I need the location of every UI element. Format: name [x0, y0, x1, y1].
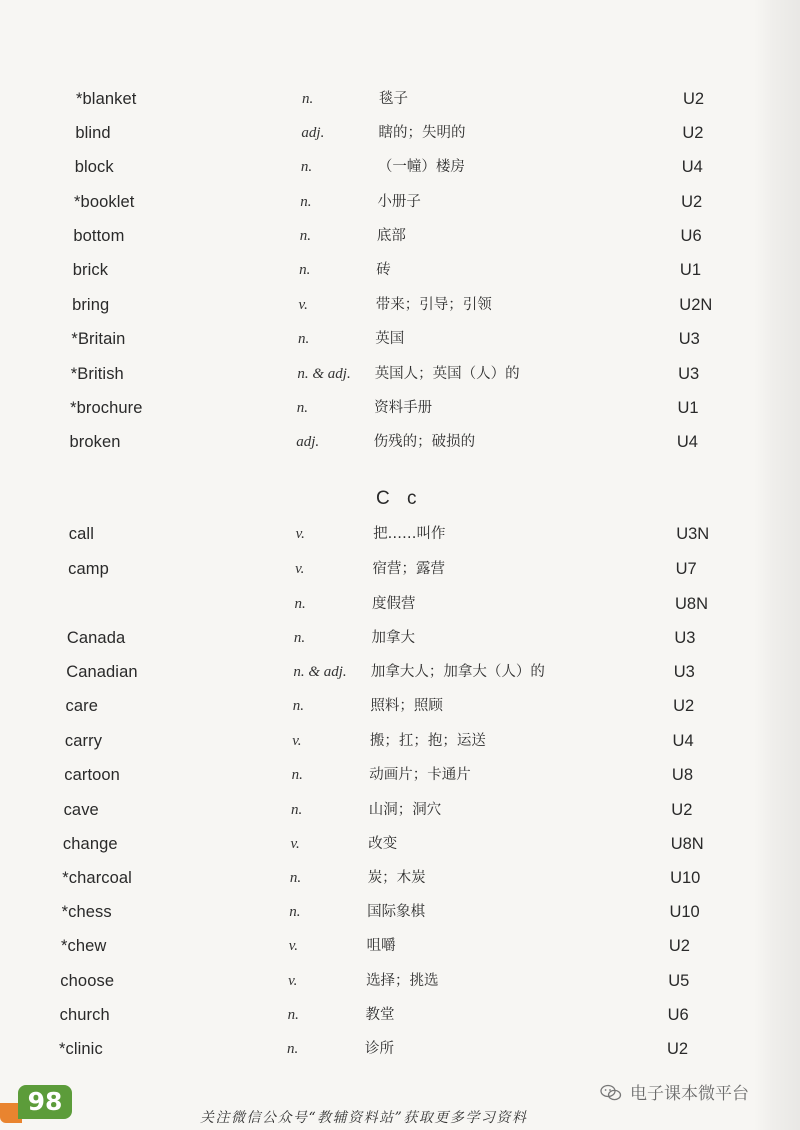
footer-note: 关注微信公众号“教辅资料站”获取更多学习资料: [200, 1110, 528, 1126]
entry-word: bring: [72, 296, 110, 314]
entry-unit: U8: [671, 766, 694, 784]
entry-word: Canada: [66, 629, 126, 647]
entry-meaning: 照料；照顾: [370, 698, 443, 714]
entry-meaning: 诊所: [365, 1041, 394, 1057]
entry-part-of-speech: n.: [299, 262, 311, 278]
entry-meaning: 改变: [368, 836, 398, 852]
entry-part-of-speech: n.: [296, 400, 309, 416]
vocab-entry: [0, 726, 760, 756]
entry-word: carry: [64, 732, 103, 750]
entry-word: *charcoal: [62, 869, 132, 887]
vocab-entry: [0, 393, 760, 423]
entry-part-of-speech: n.: [287, 1007, 299, 1023]
entry-word: call: [68, 525, 94, 543]
entry-word: *Britain: [71, 330, 126, 348]
entry-unit: U2: [667, 1040, 689, 1058]
entry-unit: U3N: [676, 525, 710, 543]
entry-meaning: 搬；扛；抱；运送: [369, 733, 486, 749]
vocab-entry: [0, 863, 760, 893]
entry-meaning: 动画片；卡通片: [369, 767, 471, 783]
entry-meaning: 选择；挑选: [366, 973, 439, 989]
entry-unit: U10: [669, 903, 700, 921]
entry-part-of-speech: v.: [288, 973, 298, 989]
entry-part-of-speech: n.: [292, 698, 305, 714]
entry-meaning: 度假营: [372, 596, 416, 612]
section-heading-c: C c: [376, 488, 423, 509]
entry-word: cartoon: [64, 766, 120, 784]
entry-meaning: 山洞；洞穴: [368, 802, 442, 818]
entry-word: broken: [69, 433, 121, 451]
entry-part-of-speech: n.: [302, 91, 314, 107]
wechat-icon: [600, 1084, 622, 1102]
entry-meaning: 底部: [376, 228, 406, 244]
entry-unit: U6: [680, 227, 702, 245]
entry-unit: U2N: [679, 296, 713, 314]
vocab-entry: [0, 691, 760, 721]
entry-word: *booklet: [74, 193, 135, 211]
entry-word: bottom: [73, 227, 125, 245]
watermark: [600, 1081, 749, 1107]
page-edge-shadow: [754, 0, 800, 1130]
entry-part-of-speech: n.: [291, 802, 303, 818]
vocab-entry: [0, 519, 760, 549]
entry-word: *brochure: [70, 399, 143, 417]
entry-part-of-speech: n.: [289, 870, 302, 886]
vocab-entry: [0, 829, 760, 859]
entry-part-of-speech: n.: [294, 596, 306, 612]
entry-meaning: 瞎的；失明的: [378, 125, 466, 141]
entry-meaning: 英国: [375, 331, 405, 347]
entry-word: *chew: [60, 937, 107, 955]
entry-unit: U4: [681, 158, 703, 176]
entry-part-of-speech: v.: [295, 526, 305, 542]
vocab-entry: [0, 589, 760, 619]
entry-unit: U7: [675, 560, 697, 578]
vocab-entry: [0, 657, 760, 687]
page-number: 98: [27, 1087, 63, 1116]
entry-unit: U1: [677, 399, 699, 417]
entry-meaning: （一幢）楼房: [377, 159, 465, 175]
entry-unit: U5: [668, 972, 690, 990]
entry-unit: U1: [679, 261, 702, 279]
vocab-entry: [0, 1034, 760, 1064]
entry-word: care: [65, 697, 99, 715]
entry-part-of-speech: n.: [297, 331, 310, 347]
page-number-tab: [0, 1083, 88, 1123]
entry-word: choose: [60, 972, 115, 990]
entry-unit: U2: [681, 193, 703, 211]
vocab-entry: [0, 554, 760, 584]
vocab-entry: [0, 623, 760, 653]
entry-meaning: 资料手册: [374, 400, 433, 416]
entry-unit: U6: [667, 1006, 689, 1024]
entry-part-of-speech: v.: [292, 733, 302, 749]
entry-word: brick: [72, 261, 109, 279]
entry-part-of-speech: n.: [287, 1041, 299, 1057]
vocab-entry: [0, 897, 760, 927]
entry-meaning: 咀嚼: [366, 938, 396, 954]
vocab-entry: [0, 221, 760, 251]
entry-meaning: 宿营；露营: [372, 561, 446, 577]
entry-unit: U4: [672, 732, 694, 750]
entry-part-of-speech: v.: [295, 561, 305, 577]
entry-unit: U2: [673, 697, 695, 715]
vocab-entry: [0, 760, 760, 790]
vocab-entry: [0, 427, 760, 457]
entry-part-of-speech: n.: [291, 767, 303, 783]
entry-unit: U4: [676, 433, 698, 451]
entry-word: church: [59, 1006, 110, 1024]
entry-unit: U2: [671, 801, 693, 819]
entry-part-of-speech: n.: [299, 228, 311, 244]
entry-word: camp: [68, 560, 109, 578]
entry-word: block: [74, 158, 114, 176]
entry-unit: U3: [673, 663, 695, 681]
vocab-entry: [0, 966, 760, 996]
entry-word: *British: [70, 365, 124, 383]
entry-unit: U3: [678, 330, 700, 348]
vocab-entry: [0, 84, 760, 114]
entry-part-of-speech: n.: [300, 159, 313, 175]
entry-word: Canadian: [66, 663, 138, 681]
entry-word: *clinic: [59, 1040, 103, 1058]
entry-part-of-speech: adj.: [296, 434, 320, 450]
entry-meaning: 炭；木炭: [367, 870, 426, 886]
entry-word: blind: [75, 124, 111, 142]
entry-meaning: 国际象棋: [367, 904, 426, 920]
entry-word: *blanket: [76, 90, 137, 108]
entry-part-of-speech: n.: [300, 194, 312, 210]
entry-meaning: 小册子: [377, 194, 421, 210]
entry-part-of-speech: v.: [298, 297, 308, 313]
entry-part-of-speech: n. & adj.: [293, 664, 347, 680]
entry-word: *chess: [61, 903, 112, 921]
vocab-entry: [0, 152, 760, 182]
entry-word: cave: [63, 801, 99, 819]
entry-unit: U3: [674, 629, 696, 647]
watermark-text: 电子课本微平台: [630, 1084, 749, 1104]
vocab-entry: [0, 931, 760, 961]
vocab-entry: [0, 1000, 760, 1030]
entry-unit: U2: [668, 937, 690, 955]
vocab-entry: [0, 359, 760, 389]
entry-meaning: 加拿大: [371, 630, 415, 646]
entry-unit: U8N: [670, 835, 704, 853]
entry-part-of-speech: v.: [290, 836, 300, 852]
entry-unit: U2: [682, 124, 704, 142]
entry-unit: U10: [670, 869, 701, 887]
entry-meaning: 伤残的；破损的: [373, 434, 476, 450]
entry-word: change: [62, 835, 118, 853]
entry-meaning: 砖: [376, 262, 391, 278]
entry-part-of-speech: n.: [289, 904, 301, 920]
vocab-entry: [0, 118, 760, 148]
entry-part-of-speech: v.: [288, 938, 299, 954]
entry-meaning: 英国人；英国（人）的: [374, 366, 520, 382]
vocab-entry: [0, 187, 760, 217]
vocab-entry: [0, 255, 760, 285]
vocab-entry: [0, 324, 760, 354]
entry-unit: U3: [678, 365, 700, 383]
entry-meaning: 教堂: [365, 1007, 395, 1023]
entry-part-of-speech: n. & adj.: [297, 366, 351, 382]
vocab-entry: [0, 290, 760, 320]
entry-meaning: 带来；引导；引领: [375, 297, 492, 313]
entry-meaning: 毯子: [379, 91, 408, 107]
entry-part-of-speech: adj.: [301, 125, 325, 141]
entry-unit: U2: [683, 90, 705, 108]
entry-part-of-speech: n.: [293, 630, 306, 646]
entry-meaning: 加拿大人；加拿大（人）的: [370, 664, 545, 680]
entry-meaning: 把……叫作: [373, 526, 446, 542]
vocab-entry: [0, 795, 760, 825]
entry-unit: U8N: [675, 595, 709, 613]
